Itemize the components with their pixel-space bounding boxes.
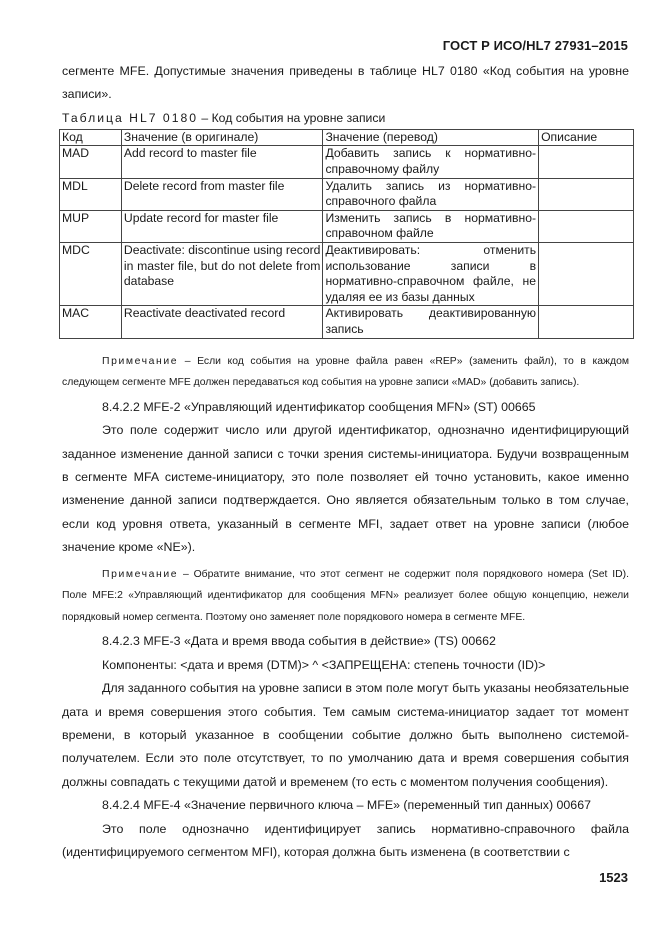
page-number: 1523: [599, 870, 628, 885]
section-body-mfe2: Это поле содержит число или другой идентификатор, однозначно идентифицирующий заданное изменение данной записи с точки зрения системы-инициатора. Будучи возвращенным в сегменте MFA системе-инициатору, это поле позволяет ей точно установить, какое именно изменение данной записи подтверждается. Оно является обязательным только в том случае, если код уровня ответа, указанный в сегменте MFI, задает ответ на уровне записи (любое значение кроме «NE»).: [62, 423, 629, 555]
document-header: ГОСТ Р ИСО/HL7 27931–2015: [442, 38, 628, 53]
section-heading-mfe3: 8.4.2.3 MFE-3 «Дата и время ввода события в действие» (TS) 00662: [102, 634, 496, 649]
section-heading-mfe4: 8.4.2.4 MFE-4 «Значение первичного ключа – MFE» (переменный тип данных) 00667: [102, 798, 591, 813]
row-translation: Изменить запись в нормативно-справочном файле: [323, 210, 539, 242]
row-original: Add record to master file: [121, 146, 323, 178]
header-code: Код: [60, 129, 122, 146]
table-caption-title: – Код события на уровне записи: [198, 110, 386, 125]
note-text: – Если код события на уровне файла равен «REP» (заменить файл), то в каждом следующем сегменте MFE должен передаваться код события на уровне записи «MAD» (добавить запись).: [62, 355, 629, 389]
table-header-row: [60, 129, 634, 146]
row-description: [539, 210, 634, 242]
header-translation: Значение (перевод): [323, 129, 539, 146]
note-rep: [62, 351, 629, 394]
row-original: Deactivate: discontinue using record in master file, but do not delete from database: [121, 242, 323, 305]
table-caption: [62, 107, 629, 129]
row-code: MDL: [60, 178, 122, 210]
table-row: [60, 178, 634, 210]
note-label: Примечание: [102, 355, 179, 367]
note-text: – Обратите внимание, что этот сегмент не содержит поля порядкового номера (Set ID). Поле MFE:2 «Управляющий идентификатор для сообщения MFN» реализует более общую концепцию, нежели порядковый номер сегмента. Поэтому оно заменяет поле порядкового номера в сегменте MFE.: [62, 568, 629, 623]
event-code-table: [59, 129, 634, 339]
row-description: [539, 146, 634, 178]
row-translation: Добавить запись к нормативно-справочному файлу: [323, 146, 539, 178]
row-original: Update record for master file: [121, 210, 323, 242]
header-original: Значение (в оригинале): [121, 129, 323, 146]
section-body-mfe3: Для заданного события на уровне записи в этом поле могут быть указаны необязательные дата и время совершения этого события. Тем самым система-инициатор задает тот момент времени, в который указанное в сообщении событие должно быть выполнено системой-получателем. Если это поле отсутствует, то по умолчанию дата и время совершения события должны совпадать с текущими датой и временем (то есть с моментом получения сообщения).: [62, 681, 629, 789]
row-description: [539, 306, 634, 338]
row-code: MAC: [60, 306, 122, 338]
note-label: Примечание: [102, 568, 179, 580]
row-code: MDC: [60, 242, 122, 305]
table-row: [60, 242, 634, 305]
table-caption-number: Таблица HL7 0180: [62, 110, 199, 125]
row-original: Delete record from master file: [121, 178, 323, 210]
row-original: Reactivate deactivated record: [121, 306, 323, 338]
row-code: MAD: [60, 146, 122, 178]
row-description: [539, 242, 634, 305]
section-components-mfe3: Компоненты: <дата и время (DTM)> ^ <ЗАПРЕЩЕНА: степень точности (ID)>: [102, 657, 546, 672]
note-set-id: [62, 564, 629, 629]
row-code: MUP: [60, 210, 122, 242]
page-content: [62, 60, 629, 864]
section-heading-mfe2: 8.4.2.2 MFE-2 «Управляющий идентификатор сообщения MFN» (ST) 00665: [102, 399, 536, 414]
table-row: [60, 306, 634, 338]
intro-paragraph: сегменте MFE. Допустимые значения приведены в таблице HL7 0180 «Код события на уровне записи».: [62, 64, 629, 102]
row-description: [539, 178, 634, 210]
row-translation: Удалить запись из нормативно-справочного файла: [323, 178, 539, 210]
row-translation: Активировать деактивированную запись: [323, 306, 539, 338]
row-translation: Деактивировать: отменить использование записи в нормативно-справочном файле, не удаляя ее из базы данных: [323, 242, 539, 305]
table-row: [60, 210, 634, 242]
table-row: [60, 146, 634, 178]
section-body-mfe4: Это поле однозначно идентифицирует запись нормативно-справочного файла (идентифицируемого сегментом MFI), которая должна быть изменена (в соответствии с: [62, 821, 629, 859]
header-description: Описание: [539, 129, 634, 146]
